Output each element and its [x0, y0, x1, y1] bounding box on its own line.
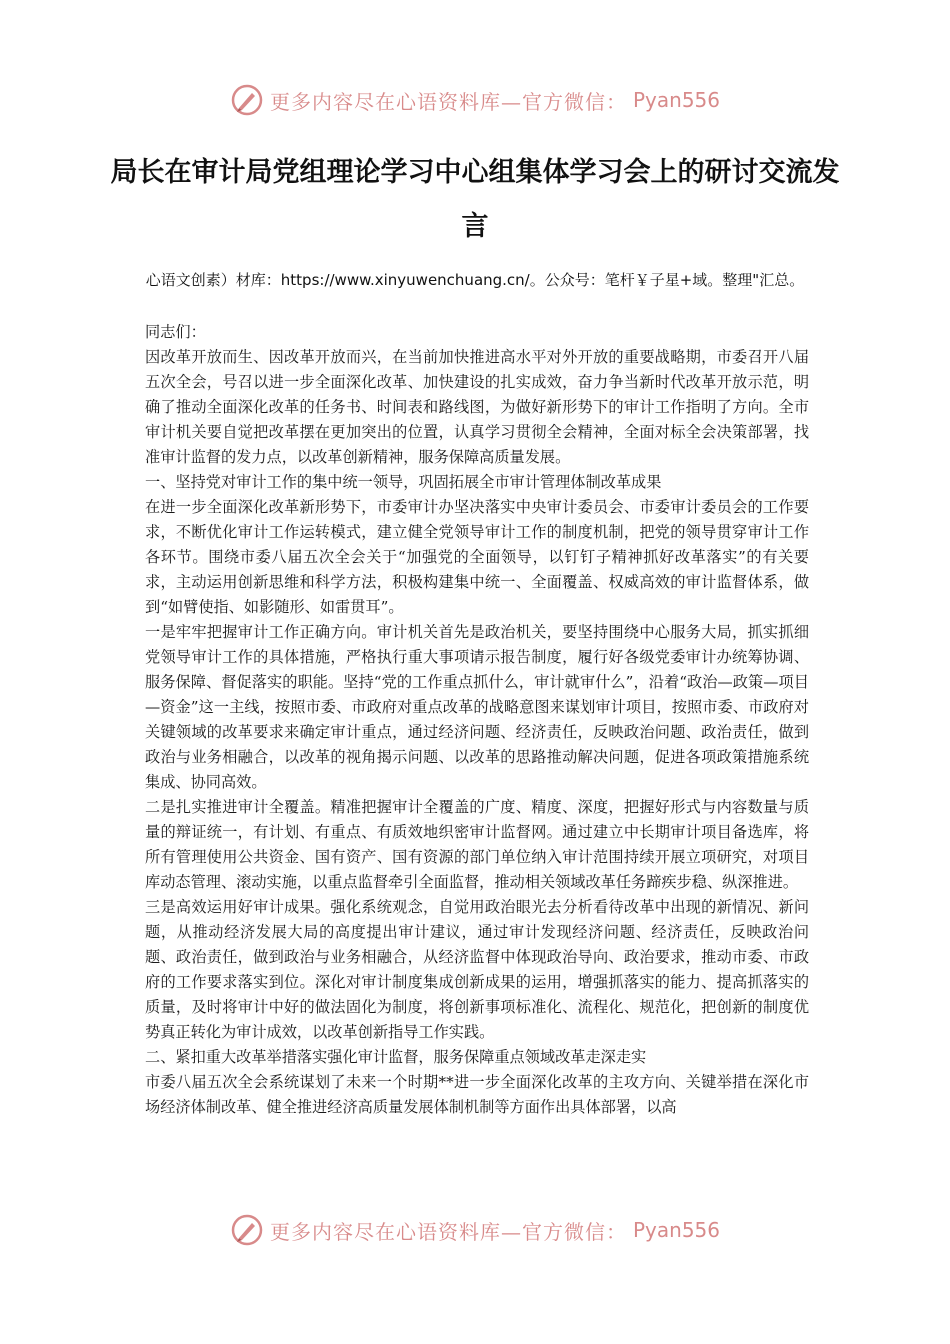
paragraph: 二是扎实推进审计全覆盖。精准把握审计全覆盖的广度、精度、深度，把握好形式与内容数量与质量的辩证统一，有计划、有重点、有质效地织密审计监督网。通过建立中长期审计项目备选库，将所有管理使用公共资金、国有资产、国有资源的部门单位纳入审计范围持续开展立项研究，对项目库动态管理、滚动实施，以重点监督牵引全面监督，推动相关领域改革任务蹄疾步稳、纵深推进。: [145, 798, 809, 891]
banner-text: 更多内容尽在心语资料库—官方微信：: [269, 1219, 627, 1244]
banner-wechat-id: Pyan556: [632, 88, 720, 112]
footer-watermark-banner: [0, 1210, 950, 1250]
salutation: 同志们：: [145, 323, 206, 341]
document-title: 局长在审计局党组理论学习中心组集体学习会上的研讨交流发言: [110, 157, 840, 242]
banner-wechat-id: Pyan556: [632, 1218, 720, 1242]
banner-text: 更多内容尽在心语资料库—官方微信：: [269, 89, 627, 114]
section-heading: 二、紧扣重大改革举措落实强化审计监督，服务保障重点领域改革走深走实: [145, 1048, 647, 1066]
paragraph: 在进一步全面深化改革新形势下，市委审计办坚决落实中央审计委员会、市委审计委员会的工作要求，不断优化审计工作运转模式，建立健全党领导审计工作的制度机制，把党的领导贯穿审计工作各环节。围绕市委八届五次全会关于“加强党的全面领导，以钉钉子精神抓好改革落实”的有关要求，主动运用创新思维和科学方法，积极构建集中统一、全面覆盖、权威高效的审计监督体系，做到“如臂使指、如影随形、如雷贯耳”。: [145, 498, 809, 616]
section-heading: 一、坚持党对审计工作的集中统一领导，巩固拓展全市审计管理体制改革成果: [145, 473, 662, 491]
source-line: 心语文创素）材库：https://www.xinyuwenchuang.cn/。公众号：笔杆￥子星+域。整理"汇总。: [145, 271, 805, 289]
pen-logo-icon: [230, 83, 264, 117]
paragraph: 三是高效运用好审计成果。强化系统观念，自觉用政治眼光去分析看待改革中出现的新情况、新问题，从推动经济发展大局的高度提出审计建议，通过审计发现经济问题、经济责任，反映政治问题、政治责任，做到政治与业务相融合，从经济监督中体现政治导向、政治要求，推动市委、市政府的工作要求落实到位。深化对审计制度集成创新成果的运用，增强抓落实的能力、提高抓落实的质量，及时将审计中好的做法固化为制度，将创新事项标准化、流程化、规范化，把创新的制度优势真正转化为审计成效，以改革创新指导工作实践。: [145, 898, 809, 1041]
document-body: [145, 320, 809, 1120]
paragraph: 一是牢牢把握审计工作正确方向。审计机关首先是政治机关，要坚持围绕中心服务大局，抓实抓细党领导审计工作的具体措施，严格执行重大事项请示报告制度，履行好各级党委审计办统筹协调、服务保障、督促落实的职能。坚持“党的工作重点抓什么，审计就审什么”，沿着“政治—政策—项目—资金”这一主线，按照市委、市政府对重点改革的战略意图来谋划审计项目，按照市委、市政府对关键领域的改革要求来确定审计重点，通过经济问题、经济责任，反映政治问题、政治责任，做到政治与业务相融合，以改革的视角揭示问题、以改革的思路推动解决问题，促进各项政策措施系统集成、协同高效。: [145, 623, 809, 791]
paragraph: 市委八届五次全会系统谋划了未来一个时期**进一步全面深化改革的主攻方向、关键举措在深化市场经济体制改革、健全推进经济高质量发展体制机制等方面作出具体部署，以高: [145, 1073, 809, 1116]
header-watermark-banner: [0, 80, 950, 120]
pen-logo-icon: [230, 1213, 264, 1247]
paragraph: 因改革开放而生、因改革开放而兴，在当前加快推进高水平对外开放的重要战略期，市委召开八届五次全会，号召以进一步全面深化改革、加快建设的扎实成效，奋力争当新时代改革开放示范，明确了推动全面深化改革的任务书、时间表和路线图，为做好新形势下的审计工作指明了方向。全市审计机关要自觉把改革摆在更加突出的位置，认真学习贯彻全会精神，全面对标全会决策部署，找准审计监督的发力点，以改革创新精神，服务保障高质量发展。: [145, 348, 809, 466]
